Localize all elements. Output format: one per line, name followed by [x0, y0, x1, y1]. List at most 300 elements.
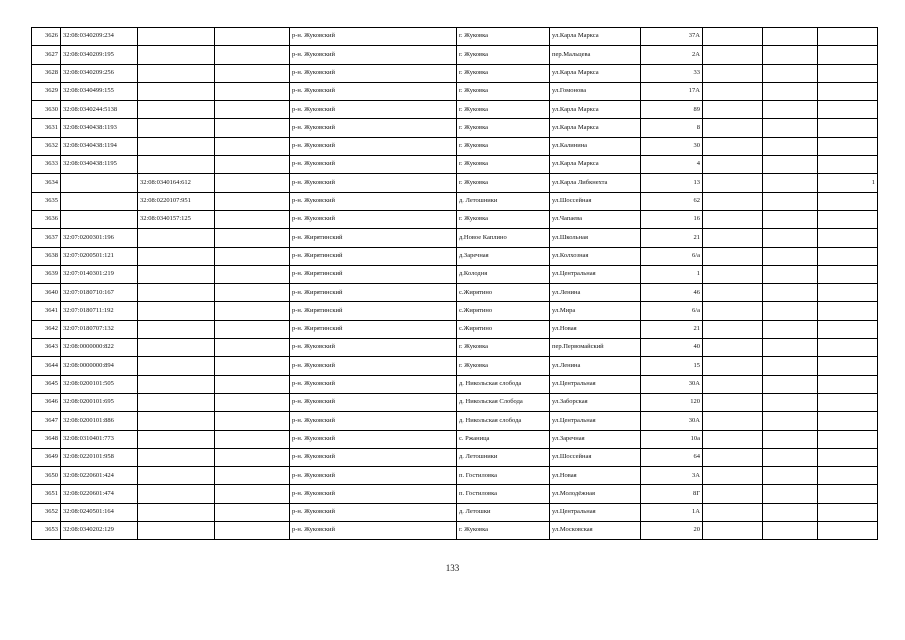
locality: г. Жуковка: [457, 137, 550, 155]
empty-cell: [703, 467, 763, 485]
table-row: [32, 320, 878, 338]
street: ул.Ленина: [550, 357, 641, 375]
empty-cell: [703, 503, 763, 521]
district: р-н. Жуковский: [290, 64, 457, 82]
district: р-н. Жуковский: [290, 339, 457, 357]
flag-value: [818, 28, 878, 46]
locality: д. Никольская Слобода: [457, 393, 550, 411]
empty-cell: [763, 265, 818, 283]
empty-cell: [763, 28, 818, 46]
empty-cell: [703, 302, 763, 320]
empty-cell: [215, 229, 290, 247]
empty-cell: [215, 339, 290, 357]
cadastral-number-2: [138, 522, 215, 540]
cadastral-number: 32:08:0240501:164: [61, 503, 138, 521]
empty-cell: [703, 247, 763, 265]
empty-cell: [215, 174, 290, 192]
empty-cell: [763, 210, 818, 228]
district: р-н. Жуковский: [290, 46, 457, 64]
table-row: [32, 64, 878, 82]
street: ул.Чапаева: [550, 210, 641, 228]
district: р-н. Жуковский: [290, 156, 457, 174]
district: р-н. Жирятинский: [290, 247, 457, 265]
row-number: 3633: [32, 156, 61, 174]
cadastral-number-2: [138, 156, 215, 174]
district: р-н. Жирятинский: [290, 265, 457, 283]
locality: д. Никольская слобода: [457, 375, 550, 393]
flag-value: [818, 503, 878, 521]
cadastral-number: 32:08:0000000:894: [61, 357, 138, 375]
district: р-н. Жирятинский: [290, 284, 457, 302]
district: р-н. Жуковский: [290, 467, 457, 485]
locality: г. Жуковка: [457, 119, 550, 137]
empty-cell: [703, 375, 763, 393]
empty-cell: [215, 101, 290, 119]
flag-value: [818, 412, 878, 430]
row-number: 3636: [32, 210, 61, 228]
row-number: 3646: [32, 393, 61, 411]
empty-cell: [763, 284, 818, 302]
row-number: 3639: [32, 265, 61, 283]
row-number: 3644: [32, 357, 61, 375]
empty-cell: [763, 101, 818, 119]
empty-cell: [215, 522, 290, 540]
street: ул.Мира: [550, 302, 641, 320]
cadastral-number-2: 32:08:0340164:612: [138, 174, 215, 192]
cadastral-number: 32:08:0340209:256: [61, 64, 138, 82]
empty-cell: [703, 28, 763, 46]
cadastral-number: 32:07:0180711:192: [61, 302, 138, 320]
cadastral-number-2: 32:08:0220107:951: [138, 192, 215, 210]
table-row: [32, 192, 878, 210]
empty-cell: [763, 485, 818, 503]
district: р-н. Жуковский: [290, 174, 457, 192]
locality: г. Жуковка: [457, 64, 550, 82]
register-table: [31, 27, 878, 540]
flag-value: [818, 82, 878, 100]
flag-value: [818, 192, 878, 210]
cadastral-number: 32:07:0180707:132: [61, 320, 138, 338]
street: ул.Калинина: [550, 137, 641, 155]
district: р-н. Жуковский: [290, 485, 457, 503]
empty-cell: [703, 192, 763, 210]
empty-cell: [215, 210, 290, 228]
empty-cell: [763, 156, 818, 174]
district: р-н. Жуковский: [290, 412, 457, 430]
empty-cell: [763, 192, 818, 210]
street: ул.Новая: [550, 467, 641, 485]
table-row: [32, 156, 878, 174]
empty-cell: [763, 119, 818, 137]
row-number: 3650: [32, 467, 61, 485]
locality: д. Летошники: [457, 192, 550, 210]
row-number: 3643: [32, 339, 61, 357]
cadastral-number: 32:08:0310401:773: [61, 430, 138, 448]
district: р-н. Жуковский: [290, 119, 457, 137]
row-number: 3628: [32, 64, 61, 82]
table-row: [32, 119, 878, 137]
empty-cell: [703, 284, 763, 302]
locality: г. Жуковка: [457, 101, 550, 119]
empty-cell: [763, 522, 818, 540]
house-number: 3А: [641, 467, 703, 485]
table-body: [32, 28, 878, 540]
cadastral-number-2: [138, 339, 215, 357]
cadastral-number: 32:08:0340499:155: [61, 82, 138, 100]
empty-cell: [763, 467, 818, 485]
cadastral-number-2: [138, 357, 215, 375]
flag-value: [818, 119, 878, 137]
flag-value: 1: [818, 174, 878, 192]
empty-cell: [763, 46, 818, 64]
house-number: 10а: [641, 430, 703, 448]
empty-cell: [763, 229, 818, 247]
row-number: 3653: [32, 522, 61, 540]
locality: г. Жуковка: [457, 28, 550, 46]
row-number: 3649: [32, 448, 61, 466]
empty-cell: [763, 82, 818, 100]
locality: г. Жуковка: [457, 339, 550, 357]
district: р-н. Жуковский: [290, 375, 457, 393]
street: пер.Первомайский: [550, 339, 641, 357]
table-row: [32, 467, 878, 485]
district: р-н. Жуковский: [290, 101, 457, 119]
cadastral-number: 32:08:0340209:234: [61, 28, 138, 46]
empty-cell: [763, 320, 818, 338]
district: р-н. Жуковский: [290, 430, 457, 448]
cadastral-number: 32:08:0220101:958: [61, 448, 138, 466]
street: ул.Карла Маркса: [550, 156, 641, 174]
street: ул.Карла Маркса: [550, 101, 641, 119]
house-number: 40: [641, 339, 703, 357]
cadastral-number: 32:08:0340438:1193: [61, 119, 138, 137]
house-number: 6/а: [641, 247, 703, 265]
cadastral-number: 32:08:0000000:822: [61, 339, 138, 357]
flag-value: [818, 284, 878, 302]
cadastral-number: 32:08:0220601:474: [61, 485, 138, 503]
house-number: 13: [641, 174, 703, 192]
street: ул.Карла Либкнехта: [550, 174, 641, 192]
empty-cell: [215, 448, 290, 466]
empty-cell: [703, 101, 763, 119]
house-number: 16: [641, 210, 703, 228]
empty-cell: [215, 192, 290, 210]
table-row: [32, 375, 878, 393]
cadastral-number-2: [138, 137, 215, 155]
flag-value: [818, 302, 878, 320]
locality: г. Жуковка: [457, 210, 550, 228]
empty-cell: [215, 247, 290, 265]
table-row: [32, 393, 878, 411]
house-number: 89: [641, 101, 703, 119]
empty-cell: [215, 64, 290, 82]
cadastral-number-2: [138, 485, 215, 503]
street: ул.Шоссейная: [550, 448, 641, 466]
district: р-н. Жирятинский: [290, 320, 457, 338]
flag-value: [818, 101, 878, 119]
row-number: 3638: [32, 247, 61, 265]
locality: с.Жирятино: [457, 302, 550, 320]
locality: д.Новое Каплино: [457, 229, 550, 247]
locality: д. Летошники: [457, 448, 550, 466]
cadastral-number: 32:07:0180710:167: [61, 284, 138, 302]
street: ул.Карла Маркса: [550, 64, 641, 82]
empty-cell: [215, 375, 290, 393]
cadastral-number-2: [138, 284, 215, 302]
empty-cell: [763, 430, 818, 448]
table-row: [32, 101, 878, 119]
district: р-н. Жуковский: [290, 448, 457, 466]
district: р-н. Жуковский: [290, 357, 457, 375]
row-number: 3640: [32, 284, 61, 302]
district: р-н. Жуковский: [290, 210, 457, 228]
house-number: 1: [641, 265, 703, 283]
table-row: [32, 448, 878, 466]
cadastral-number-2: [138, 119, 215, 137]
empty-cell: [703, 412, 763, 430]
cadastral-number-2: [138, 265, 215, 283]
table-row: [32, 412, 878, 430]
cadastral-number: 32:07:0140301:219: [61, 265, 138, 283]
empty-cell: [703, 320, 763, 338]
street: пер.Мальцева: [550, 46, 641, 64]
row-number: 3641: [32, 302, 61, 320]
cadastral-number-2: [138, 101, 215, 119]
table-row: [32, 28, 878, 46]
house-number: 46: [641, 284, 703, 302]
empty-cell: [215, 265, 290, 283]
flag-value: [818, 375, 878, 393]
house-number: 33: [641, 64, 703, 82]
house-number: 30А: [641, 375, 703, 393]
empty-cell: [703, 64, 763, 82]
flag-value: [818, 339, 878, 357]
table-row: [32, 174, 878, 192]
cadastral-number-2: [138, 28, 215, 46]
flag-value: [818, 64, 878, 82]
cadastral-number: 32:08:0340438:1195: [61, 156, 138, 174]
cadastral-number-2: [138, 320, 215, 338]
cadastral-number-2: [138, 430, 215, 448]
empty-cell: [215, 28, 290, 46]
locality: п. Гостиловка: [457, 485, 550, 503]
empty-cell: [763, 339, 818, 357]
street: ул.Новая: [550, 320, 641, 338]
cadastral-number: 32:07:0200501:121: [61, 247, 138, 265]
house-number: 15: [641, 357, 703, 375]
empty-cell: [703, 430, 763, 448]
empty-cell: [215, 82, 290, 100]
house-number: 1А: [641, 503, 703, 521]
table-row: [32, 284, 878, 302]
empty-cell: [215, 46, 290, 64]
cadastral-number: 32:08:0340202:129: [61, 522, 138, 540]
table-row: [32, 137, 878, 155]
empty-cell: [703, 339, 763, 357]
table-row: [32, 46, 878, 64]
cadastral-number-2: [138, 448, 215, 466]
district: р-н. Жуковский: [290, 393, 457, 411]
empty-cell: [215, 137, 290, 155]
row-number: 3629: [32, 82, 61, 100]
empty-cell: [703, 393, 763, 411]
locality: г. Жуковка: [457, 82, 550, 100]
flag-value: [818, 229, 878, 247]
row-number: 3634: [32, 174, 61, 192]
row-number: 3627: [32, 46, 61, 64]
empty-cell: [703, 485, 763, 503]
locality: д.Колодня: [457, 265, 550, 283]
table-row: [32, 522, 878, 540]
cadastral-number-2: [138, 82, 215, 100]
locality: с.Жирятино: [457, 320, 550, 338]
locality: г. Жуковка: [457, 357, 550, 375]
flag-value: [818, 467, 878, 485]
house-number: 2А: [641, 46, 703, 64]
cadastral-number: 32:08:0340438:1194: [61, 137, 138, 155]
district: р-н. Жирятинский: [290, 229, 457, 247]
empty-cell: [215, 485, 290, 503]
house-number: 37А: [641, 28, 703, 46]
house-number: 4: [641, 156, 703, 174]
row-number: 3630: [32, 101, 61, 119]
empty-cell: [215, 357, 290, 375]
street: ул.Заборская: [550, 393, 641, 411]
cadastral-number: 32:08:0200101:695: [61, 393, 138, 411]
cadastral-number: 32:07:0200301:196: [61, 229, 138, 247]
house-number: 17А: [641, 82, 703, 100]
flag-value: [818, 485, 878, 503]
cadastral-number: [61, 192, 138, 210]
cadastral-number-2: [138, 229, 215, 247]
row-number: 3652: [32, 503, 61, 521]
row-number: 3632: [32, 137, 61, 155]
house-number: 6/а: [641, 302, 703, 320]
street: ул.Шоссейная: [550, 192, 641, 210]
district: р-н. Жуковский: [290, 522, 457, 540]
empty-cell: [215, 119, 290, 137]
cadastral-number-2: [138, 412, 215, 430]
house-number: 8Г: [641, 485, 703, 503]
row-number: 3637: [32, 229, 61, 247]
street: ул.Колхозная: [550, 247, 641, 265]
cadastral-number-2: [138, 64, 215, 82]
cadastral-number: [61, 210, 138, 228]
house-number: 30: [641, 137, 703, 155]
empty-cell: [763, 393, 818, 411]
cadastral-number: 32:08:0220601:424: [61, 467, 138, 485]
flag-value: [818, 46, 878, 64]
street: ул.Ленина: [550, 284, 641, 302]
street: ул.Гомонова: [550, 82, 641, 100]
locality: д. Никольская слобода: [457, 412, 550, 430]
street: ул.Школьная: [550, 229, 641, 247]
flag-value: [818, 210, 878, 228]
locality: г. Жуковка: [457, 174, 550, 192]
flag-value: [818, 357, 878, 375]
empty-cell: [703, 357, 763, 375]
locality: с.Жирятино: [457, 284, 550, 302]
empty-cell: [763, 375, 818, 393]
table-row: [32, 247, 878, 265]
flag-value: [818, 393, 878, 411]
table-row: [32, 210, 878, 228]
flag-value: [818, 448, 878, 466]
table-row: [32, 430, 878, 448]
table-row: [32, 339, 878, 357]
empty-cell: [763, 412, 818, 430]
empty-cell: [703, 448, 763, 466]
locality: п. Гостиловка: [457, 467, 550, 485]
flag-value: [818, 156, 878, 174]
cadastral-number-2: [138, 302, 215, 320]
street: ул.Московская: [550, 522, 641, 540]
cadastral-number: 32:08:0200101:505: [61, 375, 138, 393]
empty-cell: [703, 82, 763, 100]
empty-cell: [215, 393, 290, 411]
flag-value: [818, 522, 878, 540]
flag-value: [818, 430, 878, 448]
street: ул.Карла Маркса: [550, 28, 641, 46]
cadastral-number: 32:08:0200101:886: [61, 412, 138, 430]
empty-cell: [763, 174, 818, 192]
empty-cell: [763, 302, 818, 320]
empty-cell: [215, 503, 290, 521]
house-number: 30А: [641, 412, 703, 430]
empty-cell: [703, 522, 763, 540]
row-number: 3645: [32, 375, 61, 393]
locality: г. Жуковка: [457, 156, 550, 174]
empty-cell: [763, 137, 818, 155]
table-row: [32, 265, 878, 283]
house-number: 120: [641, 393, 703, 411]
house-number: 64: [641, 448, 703, 466]
street: ул.Центральная: [550, 503, 641, 521]
empty-cell: [703, 210, 763, 228]
street: ул.Центральная: [550, 265, 641, 283]
house-number: 21: [641, 229, 703, 247]
locality: г. Жуковка: [457, 522, 550, 540]
district: р-н. Жуковский: [290, 137, 457, 155]
house-number: 62: [641, 192, 703, 210]
empty-cell: [703, 46, 763, 64]
cadastral-number: [61, 174, 138, 192]
locality: с. Ржаница: [457, 430, 550, 448]
empty-cell: [703, 137, 763, 155]
street: ул.Карла Маркса: [550, 119, 641, 137]
flag-value: [818, 265, 878, 283]
empty-cell: [215, 467, 290, 485]
empty-cell: [763, 357, 818, 375]
empty-cell: [763, 64, 818, 82]
district: р-н. Жирятинский: [290, 302, 457, 320]
table-row: [32, 229, 878, 247]
house-number: 8: [641, 119, 703, 137]
row-number: 3626: [32, 28, 61, 46]
table-row: [32, 503, 878, 521]
street: ул.Центральная: [550, 412, 641, 430]
row-number: 3631: [32, 119, 61, 137]
empty-cell: [703, 119, 763, 137]
cadastral-number-2: 32:08:0340157:125: [138, 210, 215, 228]
row-number: 3647: [32, 412, 61, 430]
district: р-н. Жуковский: [290, 192, 457, 210]
locality: д. Летошки: [457, 503, 550, 521]
empty-cell: [215, 284, 290, 302]
district: р-н. Жуковский: [290, 28, 457, 46]
row-number: 3642: [32, 320, 61, 338]
empty-cell: [703, 265, 763, 283]
